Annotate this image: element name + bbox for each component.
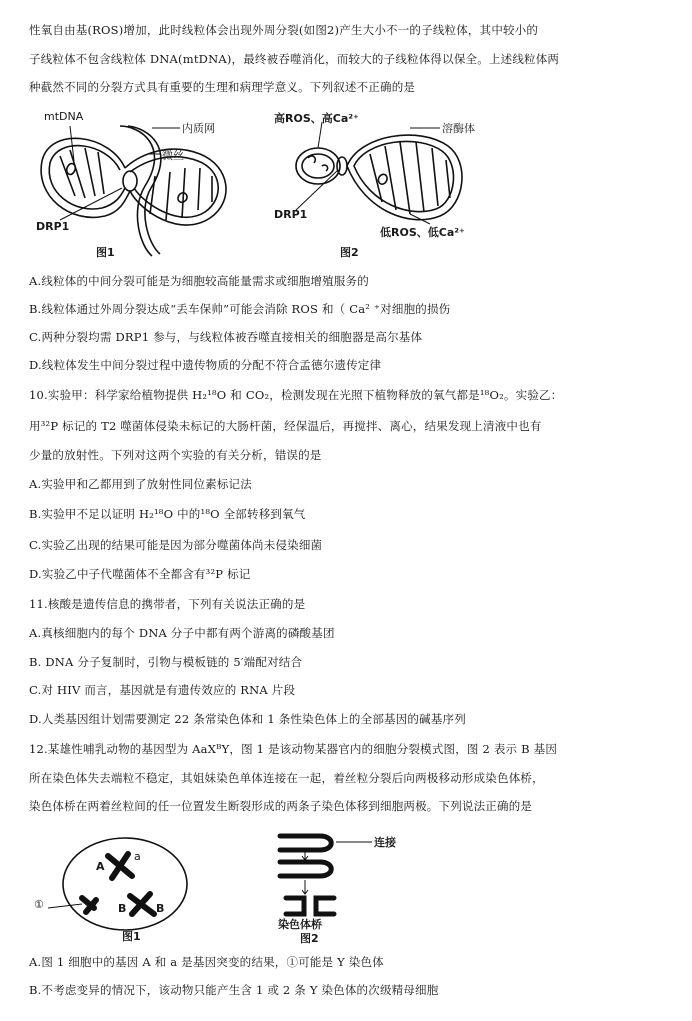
microfilament-label: 微丝: [162, 149, 184, 162]
label-1: ①: [34, 898, 44, 911]
mitochondria-division-diagram: [30, 106, 250, 262]
mtdna-label: mtDNA: [44, 110, 84, 123]
text-line: 少量的放射性。下列对这两个实验的有关分析，错误的是: [29, 448, 322, 462]
drp1-label: DRP1: [274, 208, 308, 221]
option-a: A.实验甲和乙都用到了放射性同位素标记法: [29, 477, 252, 491]
option-d: D.实验乙中子代噬菌体不全都含有³²P 标记: [29, 567, 251, 581]
drp1-label: DRP1: [36, 220, 70, 233]
cell-division-figure-1: [30, 826, 210, 944]
option-a: A.真核细胞内的每个 DNA 分子中都有两个游离的磷酸基团: [29, 626, 335, 640]
er-label: 内质网: [182, 122, 215, 135]
option-d: D.人类基因组计划需要测定 22 条常染色体和 1 条性染色体上的全部基因的碱基序列: [29, 712, 466, 726]
chromosome-bridge-figure-2: [260, 826, 420, 944]
figure-caption: 图2: [300, 932, 319, 945]
mitochondria-figure-2: [270, 106, 480, 262]
option-b: B.线粒体通过外周分裂达成“丢车保帅”可能会消除 ROS 和（ Ca² ⁺对细胞的损伤: [29, 302, 451, 316]
text-line: 性氧自由基(ROS)增加，此时线粒体会出现外周分裂(如图2)产生大小不一的子线粒体，其中较小的: [29, 23, 539, 37]
text-line: 种截然不同的分裂方式具有重要的生理和病理学意义。下列叙述不正确的是: [29, 80, 416, 94]
question-12: 12.某雄性哺乳动物的基因型为 AaXᴮY，图 1 是该动物某器官内的细胞分裂模式图，图 2 表示 B 基因: [29, 742, 558, 756]
option-b: B. DNA 分子复制时，引物与模板链的 5′端配对结合: [29, 655, 303, 669]
option-a: A.图 1 细胞中的基因 A 和 a 是基因突变的结果，①可能是 Y 染色体: [29, 955, 384, 969]
figure-caption: 图2: [340, 246, 359, 259]
text-line: 染色体桥在两着丝粒间的任一位置发生断裂形成的两条子染色体移到细胞两极。下列说法正确的是: [29, 799, 533, 813]
cell-diagram: [30, 826, 210, 944]
high-ros-label: 高ROS、高Ca²⁺: [274, 112, 359, 125]
gene-a-label: a: [134, 850, 141, 863]
option-c: C.实验乙出现的结果可能是因为部分噬菌体尚未侵染细菌: [29, 538, 323, 552]
text-line: 子线粒体不包含线粒体 DNA(mtDNA)，最终被吞噬消化，而较大的子线粒体得以保全。上述线粒体两: [29, 52, 560, 66]
figure-caption: 图1: [122, 930, 141, 943]
option-b: B.实验甲不足以证明 H₂¹⁸O 中的¹⁸O 全部转移到氧气: [29, 507, 306, 521]
option-c: C.两种分裂均需 DRP1 参与，与线粒体被吞噬直接相关的细胞器是高尔基体: [29, 330, 423, 344]
lysosome-label: 溶酶体: [442, 122, 475, 135]
option-b: B.不考虑变异的情况下，该动物只能产生含 1 或 2 条 Y 染色体的次级精母细胞: [29, 983, 439, 997]
low-ros-label: 低ROS、低Ca²⁺: [380, 226, 465, 239]
figure-caption: 图1: [96, 246, 115, 259]
gene-A-label: A: [96, 860, 105, 873]
option-c: C.对 HIV 而言，基因就是有遗传效应的 RNA 片段: [29, 683, 296, 697]
question-11: 11.核酸是遗传信息的携带者，下列有关说法正确的是: [29, 597, 306, 611]
option-a: A.线粒体的中间分裂可能是为细胞较高能量需求或细胞增殖服务的: [29, 274, 369, 288]
mitochondria-figure-1: [30, 106, 250, 262]
text-line: 用³²P 标记的 T2 噬菌体侵染未标记的大肠杆菌，经保温后，再搅拌、离心，结果发现上清液中也有: [29, 419, 542, 433]
gene-B-label: B: [156, 902, 165, 915]
option-d: D.线粒体发生中间分裂过程中遗传物质的分配不符合孟德尔遗传定律: [29, 358, 382, 372]
bridge-label: 染色体桥: [278, 918, 322, 931]
connect-label: 连接: [374, 836, 396, 849]
text-line: 所在染色体失去端粒不稳定，其姐妹染色单体连接在一起，着丝粒分裂后向两极移动形成染色体桥，: [29, 771, 544, 785]
gene-B-label: B: [118, 902, 127, 915]
question-10: 10.实验甲：科学家给植物提供 H₂¹⁸O 和 CO₂，检测发现在光照下植物释放的氧气都是¹⁸O₂。实验乙：: [29, 388, 563, 402]
